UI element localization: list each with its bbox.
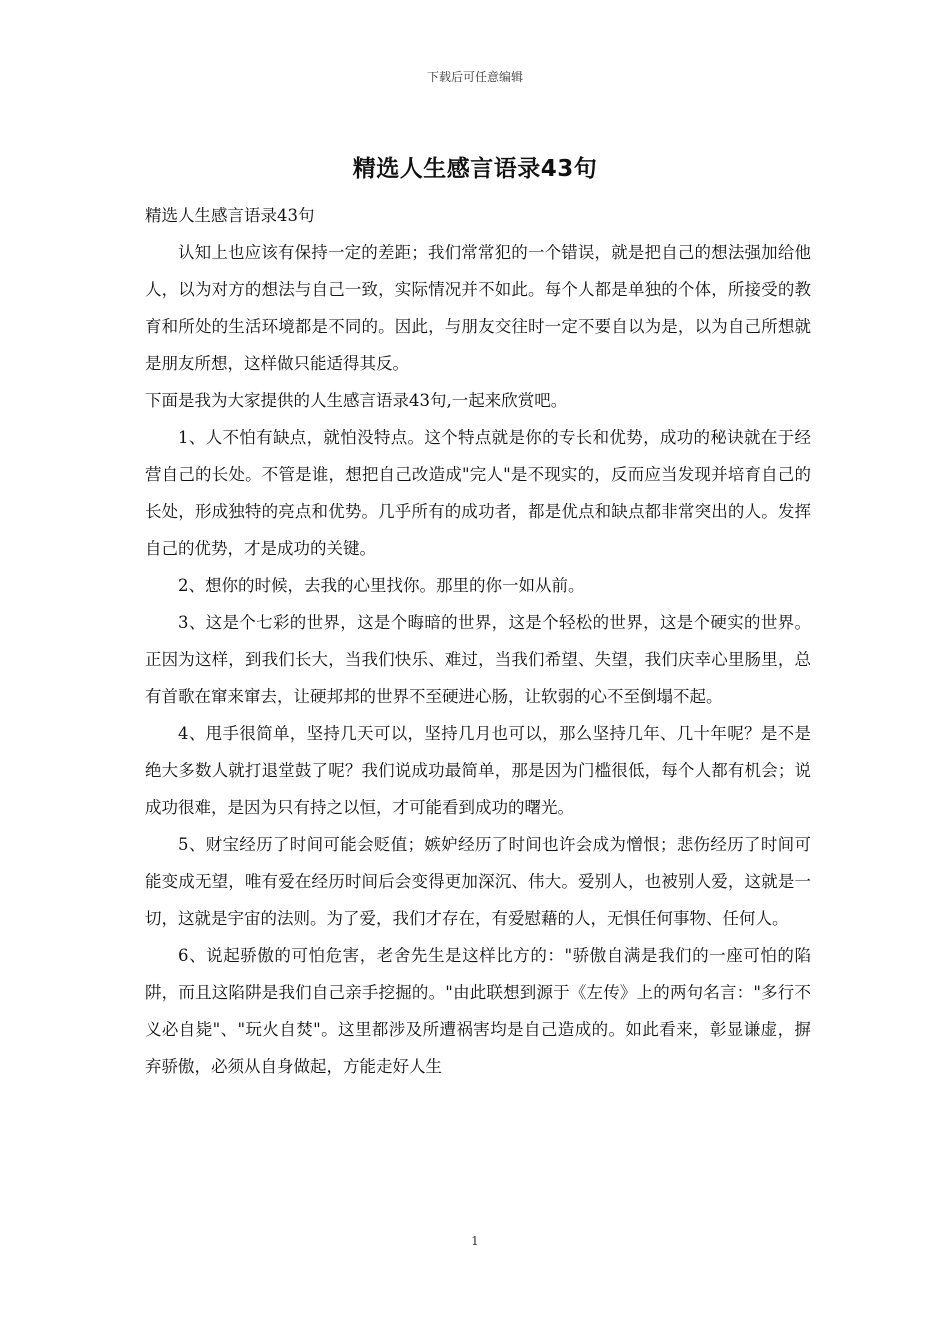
document-body	[145, 197, 811, 1085]
quote-paragraph-3: 3、这是个七彩的世界，这是个晦暗的世界，这是个轻松的世界，这是个硬实的世界。正因为这样，到我们长大，当我们快乐、难过，当我们希望、失望，我们庆幸心里肠里，总有首歌在窜来窜去，让硬邦邦的世界不至硬进心肠，让软弱的心不至倒塌不起。	[145, 613, 811, 706]
document-title: 精选人生感言语录43句	[352, 156, 598, 182]
intro-tail-line: 下面是我为大家提供的人生感言语录43句,一起来欣赏吧。	[145, 391, 568, 410]
quote-paragraph-4: 4、甩手很简单，坚持几天可以，坚持几月也可以，那么坚持几年、几十年呢？是不是绝大多数人就打退堂鼓了呢？我们说成功最简单，那是因为门槛很低，每个人都有机会；说成功很难，是因为只有持之以恒，才可能看到成功的曙光。	[145, 724, 811, 817]
quote-paragraph-5: 5、财宝经历了时间可能会贬值；嫉妒经历了时间也许会成为憎恨；悲伤经历了时间可能变成无望，唯有爱在经历时间后会变得更加深沉、伟大。爱别人，也被别人爱，这就是一切，这就是宇宙的法则。为了爱，我们才存在，有爱慰藉的人，无惧任何事物、任何人。	[145, 835, 811, 928]
intro-paragraph: 认知上也应该有保持一定的差距；我们常常犯的一个错误，就是把自己的想法强加给他人，以为对方的想法与自己一致，实际情况并不如此。每个人都是单独的个体，所接受的教育和所处的生活环境都是不同的。因此，与朋友交往时一定不要自以为是，以为自己所想就是朋友所想，这样做只能适得其反。	[145, 243, 811, 373]
quote-paragraph-2: 2、想你的时候，去我的心里找你。那里的你一如从前。	[178, 576, 585, 595]
page-number: 1	[471, 1234, 479, 1248]
header-note: 下载后可任意编辑	[426, 70, 523, 84]
quote-paragraph-1: 1、人不怕有缺点，就怕没特点。这个特点就是你的专长和优势，成功的秘诀就在于经营自己的长处。不管是谁，想把自己改造成"完人"是不现实的，反而应当发现并培育自己的长处，形成独特的亮点和优势。几乎所有的成功者，都是优点和缺点都非常突出的人。发挥自己的优势，才是成功的关键。	[145, 428, 811, 558]
quote-paragraph-6: 6、说起骄傲的可怕危害，老舍先生是这样比方的："骄傲自满是我们的一座可怕的陷阱，而且这陷阱是我们自己亲手挖掘的。"由此联想到源于《左传》上的两句名言："多行不义必自毙"、"玩火自焚"。这里都涉及所遭祸害均是自己造成的。如此看来，彰显谦虚，摒弃骄傲，必须从自身做起，方能走好人生	[145, 946, 811, 1076]
subtitle-line: 精选人生感言语录43句	[145, 206, 315, 225]
